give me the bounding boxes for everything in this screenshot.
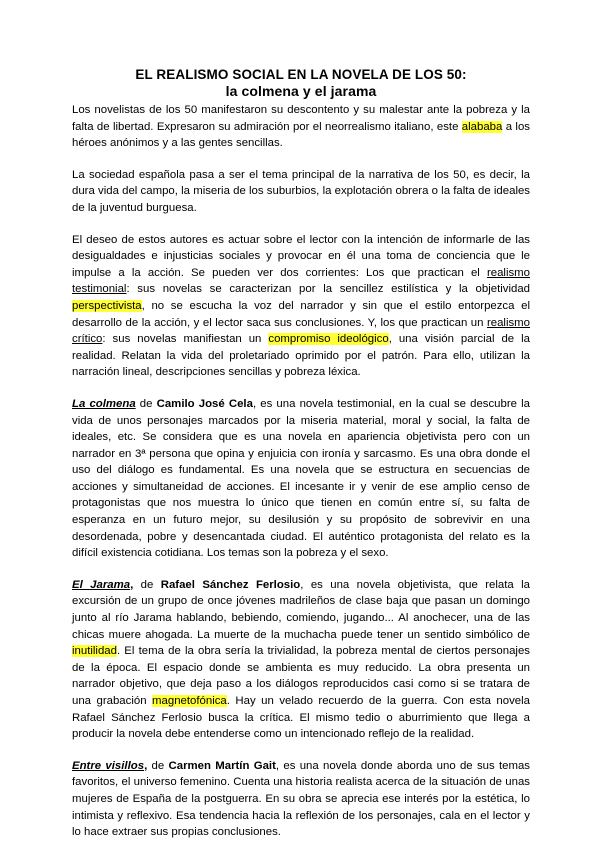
text-run: . Hay un velado recuerdo de la guerra. Con esta novela Rafael Sánchez Ferlosio busca la crítica. El mismo tedio o aburrimiento que llega a producir la novela debe entenderse como un intencionado reflejo de la realidad. (72, 695, 530, 741)
text-run: , (130, 578, 134, 591)
paragraph-intro (72, 102, 530, 152)
author-martin-gait: Carmen Martín Gait (168, 759, 276, 772)
text-run: , es una novela objetivista, que relata la excursión de un grupo de once jóvenes madrileños de clase baja que pasan un domingo junto al río Jarama hablando, bebiendo, comiendo, jugando... Al anochecer, una de las chicas muere ahogada. La muerte de la muchacha puede tener un sentido simbólico de (72, 578, 531, 641)
author-ferlosio: Rafael Sánchez Ferlosio (160, 578, 301, 591)
text-run: de (147, 759, 169, 772)
paragraph-currents (72, 232, 530, 381)
text-run: , es una novela testimonial, en la cual se descubre la vida de unos personajes marcados por la miseria material, moral y social, la falta de ideales, etc. Se considera que es una novela en apariencia objetivista pero con un narrador en 3ª persona que opina y enjuicia con ironía y sarcasmo. Es una obra donde el uso del diálogo es fundamental. Es una novela que se estructura en secuencias de acciones y simultaneidad de acciones. El incesante ir y venir de ese amplio censo de protagonistas que nos muestra lo único que tienen en común entre sí, su falta de esperanza en un futuro mejor, su desilusión y su propósito de sobrevivir en una desordenada, pobre y desencantada ciudad. El auténtico protagonista del relato es la difícil existencia cotidiana. Los temas son la pobreza y el sexo. (72, 397, 530, 560)
highlight-magnetofonica: magnetofónica (152, 695, 227, 707)
text-run: , no se escucha la voz del narrador y sin que el estilo entorpezca el desarrollo de la acción, y el lector saca sus conclusiones. Y, los que practican un (72, 299, 530, 329)
text-run: : sus novelas manifiestan un (102, 333, 269, 346)
term-realismo-testimonial: realismo testimonial (72, 266, 530, 296)
work-title-el-jarama: El Jarama (72, 578, 131, 591)
highlight-inutilidad: inutilidad (72, 645, 117, 658)
work-title-entre-visillos: Entre visillos (72, 759, 145, 772)
paragraph-entre-visillos (72, 758, 530, 841)
text-run: , (144, 759, 148, 772)
paragraph-la-colmena (72, 396, 530, 562)
work-title-la-colmena: La colmena (72, 397, 136, 410)
highlight-alababa: alababa (461, 120, 503, 133)
text-run: . El tema de la obra sería la trivialidad, la pobreza mental de ciertos personajes de la época. El espacio donde se ambienta es muy reducido. La obra presenta un narrador objetivo, que deja paso a los diálogos reproducidos casi como si se tratara de una grabación (72, 645, 530, 707)
text-run: a los héroes anónimos y a las gentes sencillas. (72, 120, 530, 150)
highlight-perspectivista: perspectivista (72, 299, 142, 312)
text-run: El deseo de estos autores es actuar sobre el lector con la intención de informarle de las desigualdades e injusticias sociales y provocar en él una toma de conciencia que le impulse a la acción. Se pueden ver dos corrientes: Los que practican el (72, 233, 530, 279)
document-page (72, 66, 530, 856)
text-run: : sus novelas se caracterizan por la sencillez estilística y la objetividad (126, 283, 530, 296)
text-run: , es una novela donde aborda uno de sus temas favoritos, el universo femenino. Cuenta una historia realista acerca de la situación de unas mujeres de España de la postguerra. En su obra se aprecia ese interés por la estética, lo intimista y reflexivo. Esa tendencia hacia la reflexión de los personajes, cala en el lector y lo hace extraer sus propias conclusiones. (72, 759, 531, 839)
paragraph-society: La sociedad española pasa a ser el tema principal de la narrativa de los 50, es decir, la dura vida del campo, la miseria de los suburbios, la explotación obrera o la falta de ideales de la juventud burguesa. (72, 168, 530, 214)
text-run: de (133, 578, 161, 591)
text-run: Los novelistas de los 50 manifestaron su descontento y su malestar ante la pobreza y la falta de libertad. Expresaron su admiración por el neorrealismo italiano, este (72, 104, 530, 133)
document-title: EL REALISMO SOCIAL EN LA NOVELA DE LOS 50: (135, 67, 467, 82)
text-run: , una visión parcial de la realidad. Relatan la vida del proletariado oprimido por el patrón. Para ello, utilizan la narración lineal, descripciones sencillas y pobreza léxica. (72, 333, 530, 379)
highlight-compromiso-ideologico: compromiso ideológico (268, 333, 389, 346)
text-run: de (135, 397, 157, 410)
term-realismo-critico: realismo crítico (72, 316, 530, 346)
paragraph-el-jarama (72, 577, 530, 743)
document-subtitle: la colmena y el jarama (225, 83, 377, 99)
author-cela: Camilo José Cela (156, 397, 253, 410)
